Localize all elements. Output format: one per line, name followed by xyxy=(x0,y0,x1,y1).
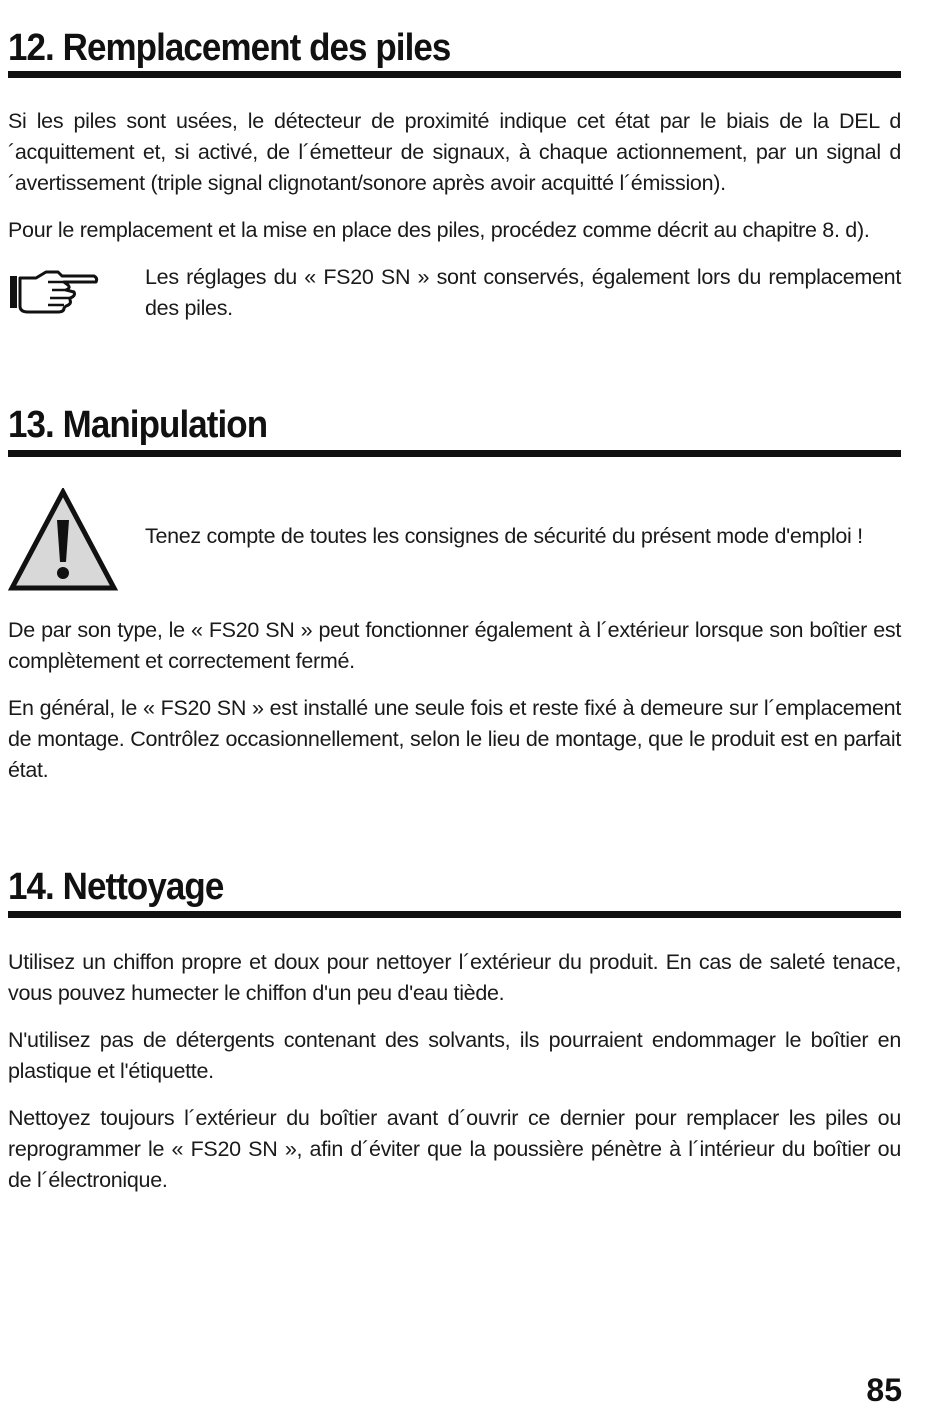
section-13-warning: Tenez compte de toutes les consignes de sécurité du présent mode d'emploi ! xyxy=(145,524,863,548)
section-13-rule xyxy=(8,450,901,457)
section-13-paragraph-2: En général, le « FS20 SN » est installé une seule fois et reste fixé à demeure sur l´emplacement de montage. Contrôlez occasionnellement, selon le lieu de montage, que le produit est en parfait état. xyxy=(8,696,901,782)
section-14-paragraph-2: N'utilisez pas de détergents contenant des solvants, ils pourraient endommager le boîtier en plastique et l'étiquette. xyxy=(8,1028,901,1083)
section-13-heading: 13. Manipulation xyxy=(8,404,268,446)
section-12-note: Les réglages du « FS20 SN » sont conservés, également lors du remplacement des piles. xyxy=(145,265,901,320)
section-12-rule xyxy=(8,71,901,78)
section-13-paragraph-1: De par son type, le « FS20 SN » peut fonctionner également à l´extérieur lorsque son boîtier est complètement et correctement fermé. xyxy=(8,618,901,673)
section-14-paragraph-1: Utilisez un chiffon propre et doux pour nettoyer l´extérieur du produit. En cas de saleté tenace, vous pouvez humecter le chiffon d'un peu d'eau tiède. xyxy=(8,950,901,1005)
section-12-paragraph-1: Si les piles sont usées, le détecteur de proximité indique cet état par le biais de la DEL d´acquittement et, si activé, de l´émetteur de signaux, à chaque actionnement, par un signal d´avertissement (triple signal clignotant/sonore après avoir acquitté l´émission). xyxy=(8,109,901,195)
section-12-paragraph-2: Pour le remplacement et la mise en place des piles, procédez comme décrit au chapitre 8. d). xyxy=(8,218,870,242)
section-12-heading: 12. Remplacement des piles xyxy=(8,27,451,69)
page-number: 85 xyxy=(866,1372,902,1408)
section-14-paragraph-3: Nettoyez toujours l´extérieur du boîtier avant d´ouvrir ce dernier pour remplacer les piles ou reprogrammer le « FS20 SN », afin d´éviter que la poussière pénètre à l´intérieur du boîtier ou de l´électronique. xyxy=(8,1106,901,1192)
section-14-rule xyxy=(8,911,901,918)
warning-triangle-icon xyxy=(8,488,118,592)
section-14-heading: 14. Nettoyage xyxy=(8,866,224,908)
pointing-hand-icon xyxy=(8,268,100,314)
